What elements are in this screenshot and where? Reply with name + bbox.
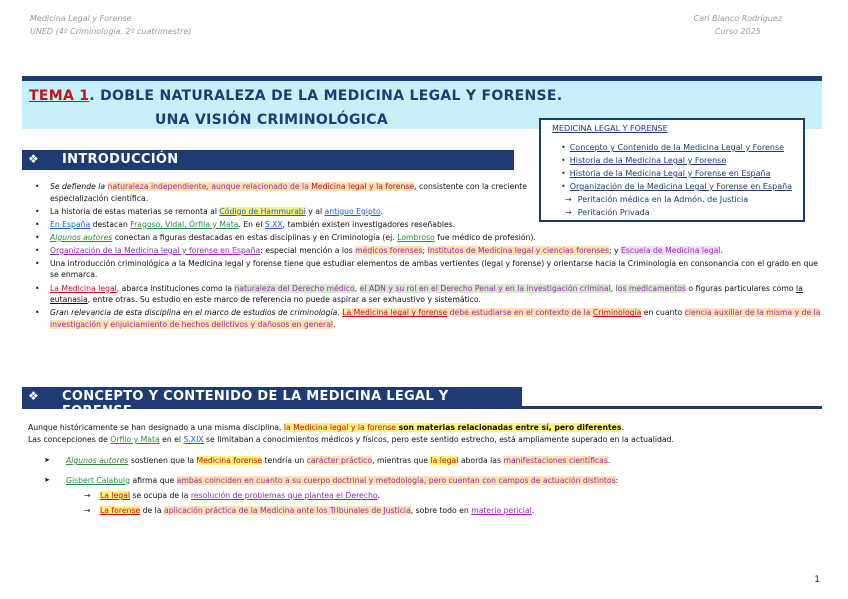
- title-line-1: [29, 88, 562, 104]
- title-text-1: . DOBLE NATURALEZA DE LA MEDICINA LEGAL Y FORENSE.: [89, 88, 563, 104]
- list-item: • Gran relevancia de esta disciplina en el marco de estudios de criminología. La Medicina legal y forense debe estudiarse en el contexto de la Criminología en cuanto ciencia auxiliar de la misma y de la investigación y enjuiciamiento de hechos delictivos y dañosos en general.: [28, 307, 823, 330]
- arrow-right-icon: →: [565, 195, 572, 204]
- course-name: Medicina Legal y Forense: [30, 14, 132, 23]
- list-item: • Una introducción criminológica a la Medicina legal y forense tiene que estudiar elementos de ambas vertientes (legal y forense) y orientarse hacia la Criminología en consonancia con el grado en que se enmarca.: [28, 258, 823, 281]
- toc-link-organizacion[interactable]: • Organización de la Medicina Legal y Forense en España: [561, 180, 792, 193]
- concept-arrow-list: [44, 455, 618, 494]
- diamond-icon: ❖: [28, 152, 39, 166]
- section-title: INTRODUCCIÓN: [62, 152, 179, 167]
- toc-link-historia[interactable]: • Historia de la Medicina Legal y Forense: [561, 154, 792, 167]
- title-line-2: UNA VISIÓN CRIMINOLÓGICA: [155, 112, 388, 128]
- diamond-icon: ❖: [28, 389, 39, 403]
- running-header-left: [30, 12, 191, 38]
- list-item: → La forense de la aplicación práctica de la Medicina ante los Tribunales de Justicia, sobre todo en materia pericial.: [84, 505, 534, 517]
- section-header-concepto: [22, 387, 522, 419]
- course-details: UNED (4º Criminología. 2º cuatrimestre): [30, 27, 192, 36]
- list-item: • Organización de la Medicina legal y forense en España: especial mención a los médicos forenses; Institutos de Medicina legal y ciencias forenses; y Escuela de Medicina legal.: [28, 245, 823, 257]
- tema-number: TEMA 1: [29, 88, 90, 104]
- concept-paragraph-1: Aunque históricamente se han designado a una misma disciplina, la Medicina legal y la forense son materias relacionadas entre sí, pero diferentes.: [28, 423, 624, 432]
- concept-paragraph-2: Las concepciones de Órfilo y Mata en el S.XIX se limitaban a conocimientos médicos y físicos, pero este sentido estrecho, está ampliamente superado en la actualidad.: [28, 435, 674, 444]
- list-item: • La historia de estas materias se remonta al Código de Hammurabi y al antiguo Egipto.: [28, 206, 530, 218]
- toc-link-historia-espana[interactable]: • Historia de la Medicina Legal y Forense en España: [561, 167, 792, 180]
- list-item: • Algunos autores conectan a figuras destacadas en estas disciplinas y en Criminología (ej. Lombroso fue médico de profesión).: [28, 232, 823, 244]
- toc-link-concepto[interactable]: • Concepto y Contenido de la Medicina Legal y Forense: [561, 141, 792, 154]
- concept-sub-list: [84, 490, 534, 519]
- list-item: • En España destacan Fragoso, Vidal, Órfila y Mata. En el S.XX, también existen investigadores reseñables.: [28, 219, 530, 231]
- course-year: Curso 2025: [714, 27, 761, 36]
- page-number: 1: [814, 575, 820, 585]
- toc-subitem[interactable]: → Peritación médica en la Admón. de Justicia: [565, 195, 749, 204]
- list-item: • Se defiende la naturaleza independiente, aunque relacionado de la Medicina legal y la forense, consistente con la creciente especialización científica.: [28, 181, 530, 204]
- list-item: ➤ Algunos autores sostienen que la Medicina forense tendría un carácter práctico, mientras que la legal aborda las manifestaciones científicas.: [44, 455, 618, 467]
- section-header-introduccion: [22, 150, 514, 170]
- toc-subitem[interactable]: → Peritación Privada: [565, 208, 650, 217]
- list-item: ➤ Gisbert Calabuig afirma que ambas coinciden en cuanto a su cuerpo doctrinal y metodología, pero cuentan con campos de actuación distintos:: [44, 475, 618, 487]
- list-item: → La legal se ocupa de la resolución de problemas que plantea el Derecho.: [84, 490, 534, 502]
- introduction-bullets: [28, 181, 823, 332]
- toc-title[interactable]: MEDICINA LEGAL Y FORENSE: [552, 124, 668, 133]
- section-title: CONCEPTO Y CONTENIDO DE LA MEDICINA LEGAL Y FORENSE: [62, 389, 449, 419]
- list-item: • La Medicina legal, abarca instituciones como la naturaleza del Derecho médico, el ADN y su rol en el Derecho Penal y en la investigación criminal, los medicamentos o figuras particulares como la eutanasia, entre otras. Su estudio en este marco de referencia no puede aspirar a ser exhaustivo y sistemático.: [28, 283, 823, 306]
- running-header-right: [694, 12, 782, 38]
- author-name: Cari Blanco Rodríguez: [693, 14, 782, 23]
- arrow-right-icon: →: [565, 208, 572, 217]
